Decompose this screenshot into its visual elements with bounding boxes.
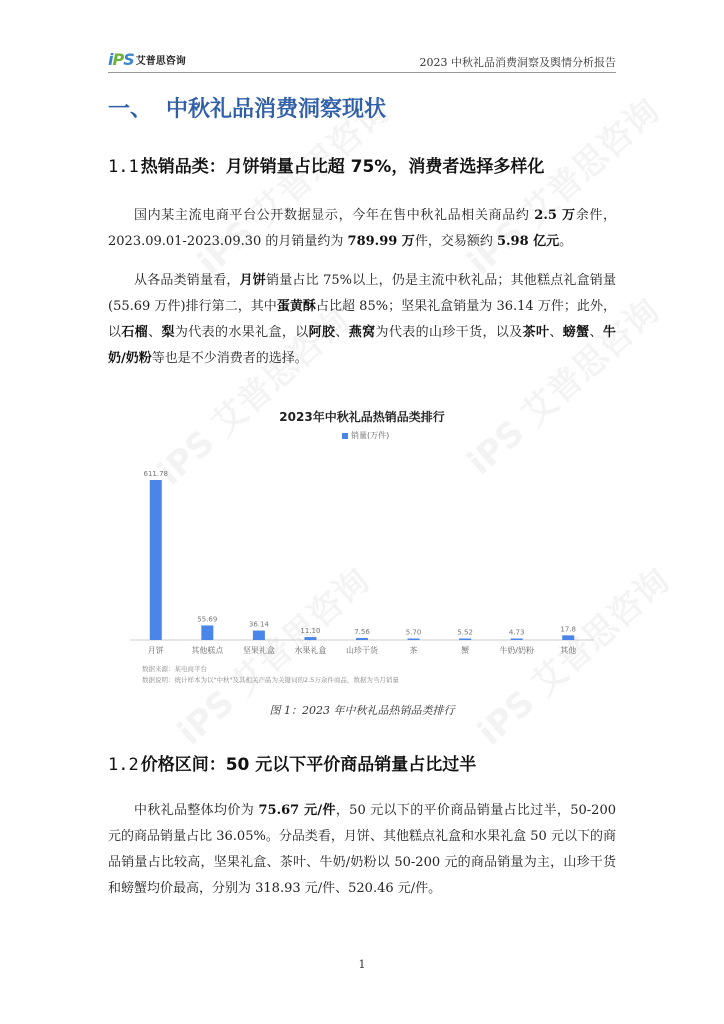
x-tick-label-0: 月饼	[147, 646, 164, 655]
report-title: 2023 中秋礼品消费洞察及舆情分析报告	[419, 56, 616, 69]
subsection-heading-2	[108, 750, 476, 775]
bold-text: 梨	[161, 325, 175, 340]
page-number: 1	[358, 958, 366, 971]
bar-1	[201, 625, 213, 640]
text: 、	[549, 325, 563, 340]
bold-text: 月饼	[239, 273, 266, 288]
bold-text: 75.67 元/件	[258, 803, 336, 818]
bar-3	[304, 637, 316, 640]
text: 销量占比 75%以上，仍是主流中秋礼品；其他糕点礼盒销量(55.69 万件)排行第二，其中	[108, 273, 616, 314]
logo-text: 艾普思咨询	[135, 56, 186, 67]
data-label-2: 36.14	[248, 620, 269, 629]
section-title: 中秋礼品消费洞察现状	[166, 97, 387, 122]
paragraph-1	[108, 203, 616, 255]
text: 为代表的水果礼盒，以	[174, 325, 309, 340]
bold-text: 789.99 万	[347, 234, 415, 249]
bar-5	[408, 639, 420, 641]
text: 。	[559, 234, 573, 249]
data-label-4: 7.56	[354, 628, 370, 637]
data-label-0: 611.78	[143, 469, 169, 478]
text: 、	[335, 325, 349, 340]
x-tick-label-4: 山珍干货	[346, 646, 378, 655]
bar-6	[459, 639, 471, 641]
bold-text: 燕窝	[348, 325, 376, 340]
x-tick-label-7: 牛奶/奶粉	[499, 646, 535, 655]
chart-note: 数据说明：统计样本为以"中秋"及其相关产品为关键词的2.5万余件商品，数据为当月销量	[142, 676, 399, 684]
text: 为代表的山珍干货，以及	[375, 325, 523, 340]
text: 、	[148, 325, 162, 340]
text: 等也是不少消费者的选择。	[151, 351, 308, 366]
company-logo	[108, 50, 186, 69]
text: 、	[589, 325, 603, 340]
paragraph-3	[108, 798, 616, 902]
data-label-8: 17.8	[560, 625, 577, 634]
text: 占比超 85%；坚果礼盒销量为 36.14 万件；此外，以	[108, 299, 616, 340]
page-header	[108, 42, 616, 73]
chart-source: 数据来源：某电商平台	[142, 665, 207, 673]
paragraph-2	[108, 268, 616, 372]
text: 件，交易额约	[414, 234, 497, 249]
x-tick-label-3: 水果礼盒	[294, 646, 327, 655]
bold-text: 5.98 亿元	[496, 234, 560, 249]
subsection-title: 热销品类：月饼销量占比超 75%，消费者选择多样化	[140, 157, 545, 177]
bold-text: 石榴	[121, 325, 149, 340]
section-heading	[108, 92, 386, 123]
x-tick-label-6: 蟹	[461, 646, 470, 655]
figure-caption: 图 1：2023 年中秋礼品热销品类排行	[269, 704, 455, 717]
data-label-5: 5.70	[405, 628, 422, 637]
bold-text: 蛋黄酥	[276, 299, 316, 314]
bar-7	[511, 639, 523, 641]
bold-text: 2.5 万	[534, 208, 576, 223]
bold-text: 螃蟹	[562, 325, 590, 340]
text: ，50 元以下的平价商品销量占比过半，50-200 元的商品销量占比 36.05%。分品类看，月饼、其他糕点礼盒和水果礼盒 50 元以下的商品销量占比较高，坚果礼盒、茶叶、牛奶/奶粉以 50-200 元的商品销量为主，山珍干货和螃蟹均价最高，分别为 318.93 元/件、520.46 元/件。	[108, 803, 616, 896]
logo-mark: iPS	[108, 50, 134, 69]
chart-title: 2023年中秋礼品热销品类排行	[279, 410, 445, 424]
subsection-number: 1.2	[108, 755, 139, 775]
bar-8	[562, 635, 574, 640]
data-label-6: 5.52	[457, 628, 473, 637]
section-number: 一、	[108, 97, 153, 122]
legend-label: 销量(万件)	[351, 431, 390, 440]
bold-text: 茶叶	[522, 325, 550, 340]
bar-chart	[122, 398, 602, 698]
text: 国内某主流电商平台公开数据显示，今年在售中秋礼品相关商品约	[134, 208, 535, 223]
x-tick-label-2: 坚果礼盒	[242, 646, 275, 655]
x-tick-label-1: 其他糕点	[191, 646, 224, 655]
x-tick-label-8: 其他	[560, 646, 577, 655]
text: 从各品类销量看，	[134, 273, 240, 288]
x-tick-label-5: 茶	[409, 646, 418, 655]
chart-plot	[122, 398, 602, 698]
subsection-number: 1.1	[108, 157, 139, 177]
bar-4	[356, 638, 368, 640]
data-label-3: 11.10	[300, 627, 321, 636]
bold-text: 阿胶	[308, 325, 336, 340]
bar-2	[253, 631, 265, 640]
subsection-title: 价格区间：50 元以下平价商品销量占比过半	[140, 755, 477, 775]
bold-text: 牛奶/奶粉	[108, 325, 616, 366]
data-label-7: 4.73	[508, 628, 525, 637]
text: 余件，2023.09.01-2023.09.30 的月销量约为	[108, 208, 616, 249]
text: 中秋礼品整体均价为	[134, 803, 259, 818]
subsection-heading-1	[108, 152, 544, 177]
data-label-1: 55.69	[197, 615, 218, 624]
bar-0	[150, 480, 162, 640]
